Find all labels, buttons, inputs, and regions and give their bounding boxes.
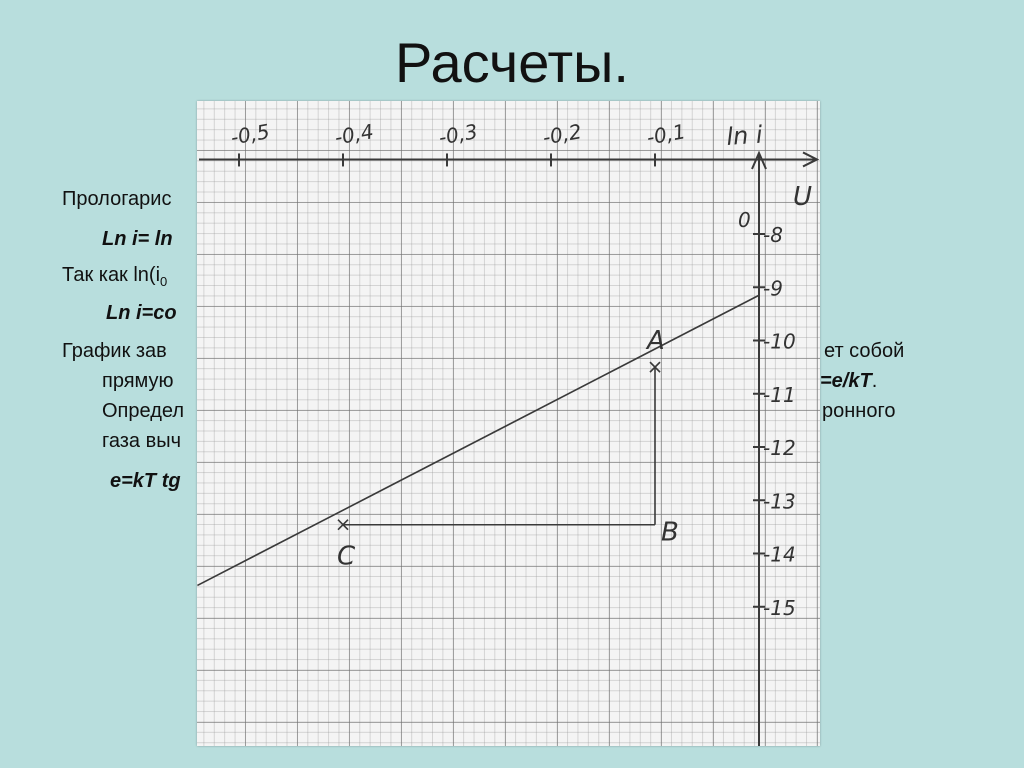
y-tick-label: -9 (763, 276, 783, 301)
y-axis-label: ln i (725, 120, 764, 151)
text-line-6-right (820, 370, 877, 393)
text-line-6-tail: . (871, 370, 878, 392)
graph-paper (197, 101, 820, 746)
text-line-6-formula: =e/kT (820, 370, 872, 392)
x-tick-label: -0,2 (540, 119, 584, 150)
y-tick-label: -15 (763, 595, 796, 620)
text-line-1: Прологарис (62, 188, 172, 210)
ticks-layer (229, 119, 796, 620)
y-tick-label: -8 (763, 223, 783, 247)
text-line-6-left: прямую (102, 370, 174, 392)
x-tick-label: -0,3 (436, 119, 480, 150)
graph-plot (197, 101, 820, 746)
point-a-label: A (647, 326, 665, 357)
y-tick-label: -10 (763, 329, 796, 354)
formula-line-2: Ln i= ln (102, 228, 173, 250)
text-line-3 (62, 264, 167, 289)
origin-label: 0 (738, 208, 751, 232)
x-tick-label: -0,1 (644, 119, 688, 150)
y-tick-label: -11 (763, 382, 796, 407)
formula-line-9: e=kT tg (110, 470, 181, 492)
slide-title: Расчеты. (395, 31, 629, 94)
text-line-3-sub: 0 (160, 274, 168, 289)
text-line-8-left: газа выч (102, 430, 182, 452)
text-line-5-right: ет собой (824, 340, 905, 362)
y-tick-label: -12 (763, 436, 796, 460)
y-tick-label: -13 (763, 489, 796, 514)
x-axis-label: U (793, 182, 813, 212)
point-c-label: C (337, 541, 356, 572)
text-line-7-right: ронного (822, 400, 896, 422)
axes-layer (199, 121, 817, 746)
point-b-label: B (661, 517, 679, 548)
x-tick-label: -0,4 (332, 119, 376, 150)
text-line-5-left: График зав (62, 340, 167, 362)
formula-line-4: Ln i=co (106, 302, 177, 324)
text-line-3-prefix: Так как ln(i (62, 264, 161, 286)
y-tick-label: -14 (763, 542, 796, 567)
x-tick-label: -0,5 (228, 119, 272, 150)
text-line-7-left: Определ (102, 400, 184, 422)
